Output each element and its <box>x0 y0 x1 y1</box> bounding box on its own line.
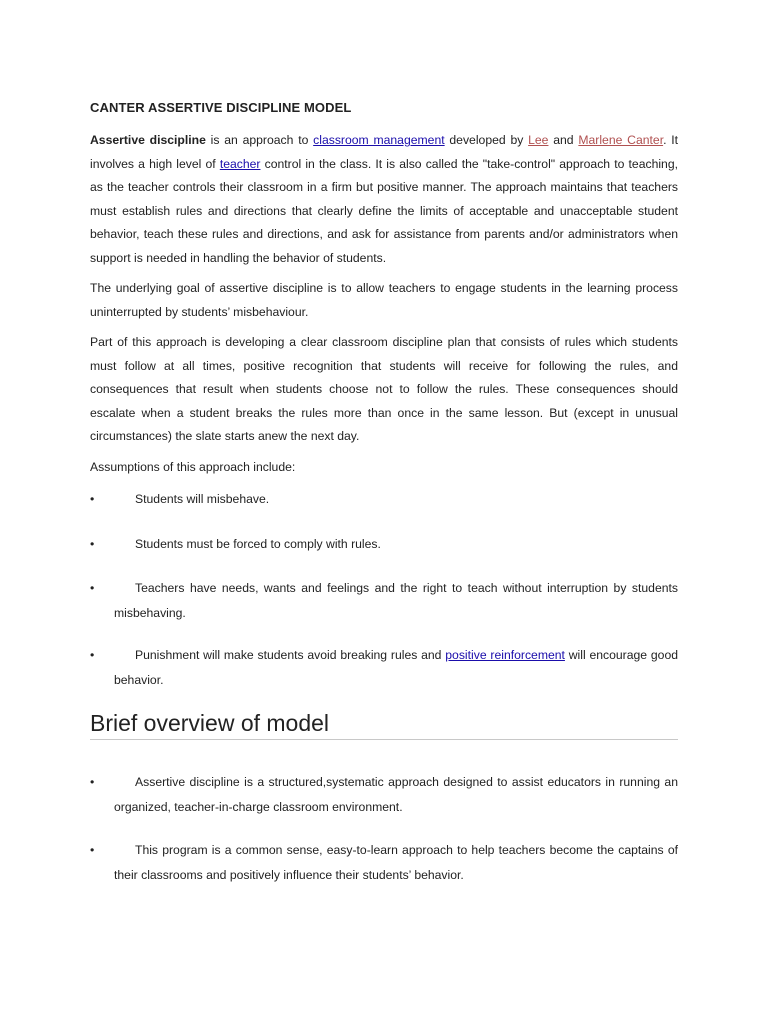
teacher-link[interactable]: teacher <box>219 156 261 171</box>
bullet-icon: • <box>90 775 95 789</box>
assumptions-intro: Assumptions of this approach include: <box>90 459 296 474</box>
lee-link[interactable]: Lee <box>528 133 549 147</box>
intro-paragraph: Assertive discipline is an approach to classroom management developed by Lee and Marlene Canter. It involves a high level of teacher control in the class. It is also called the "take-control" approach to teaching, as the teacher controls their classroom in a firm but positive manner. The approach maintains that teachers must establish rules and directions that clearly define the limits of acceptable and unacceptable student behavior, teach these rules and directions, and ask for assistance from parents and/or administrators when support is needed in handling the behavior of students. <box>90 133 679 265</box>
bullet-icon: • <box>90 581 95 595</box>
list-item: • Students must be forced to comply with rules. <box>90 532 678 557</box>
positive-reinforcement-link[interactable]: positive reinforcement <box>445 648 565 662</box>
assertive-discipline-term: Assertive discipline <box>90 133 206 147</box>
list-item: • Students will misbehave. <box>90 487 678 512</box>
list-item: • Teachers have needs, wants and feelings and the right to teach without interruption by students misbehaving. <box>90 576 678 625</box>
document-title: CANTER ASSERTIVE DISCIPLINE MODEL <box>90 100 352 115</box>
assumptions-list <box>90 487 678 692</box>
classroom-management-link[interactable]: classroom management <box>313 133 445 147</box>
marlene-canter-link[interactable]: Marlene Canter <box>578 133 664 147</box>
bullet-icon: • <box>90 492 95 506</box>
list-item: • Assertive discipline is a structured,systematic approach designed to assist educators in running an organized, teacher-in-charge classroom environment. <box>90 770 678 819</box>
goal-paragraph: The underlying goal of assertive discipline is to allow teachers to engage students in the learning process uninterrupted by students’ misbehaviour. <box>90 281 678 319</box>
bullet-icon: • <box>90 536 95 551</box>
overview-list <box>90 770 678 887</box>
list-item: • This program is a common sense, easy-to-learn approach to help teachers become the captains of their classrooms and positively influence their students’ behavior. <box>90 838 678 887</box>
plan-paragraph: Part of this approach is developing a clear classroom discipline plan that consists of rules which students must follow at all times, positive recognition that students will receive for following the rules, and consequences that result when students choose not to follow the rules. These consequences should escalate when a student breaks the rules more than once in the same lesson. But (except in unusual circumstances) the slate starts anew the next day. <box>90 335 678 443</box>
bullet-icon: • <box>90 648 95 662</box>
bullet-icon: • <box>90 843 95 857</box>
list-item: • Punishment will make students avoid breaking rules and positive reinforcement will encourage good behavior. <box>90 643 678 692</box>
overview-heading: Brief overview of model <box>90 710 678 740</box>
